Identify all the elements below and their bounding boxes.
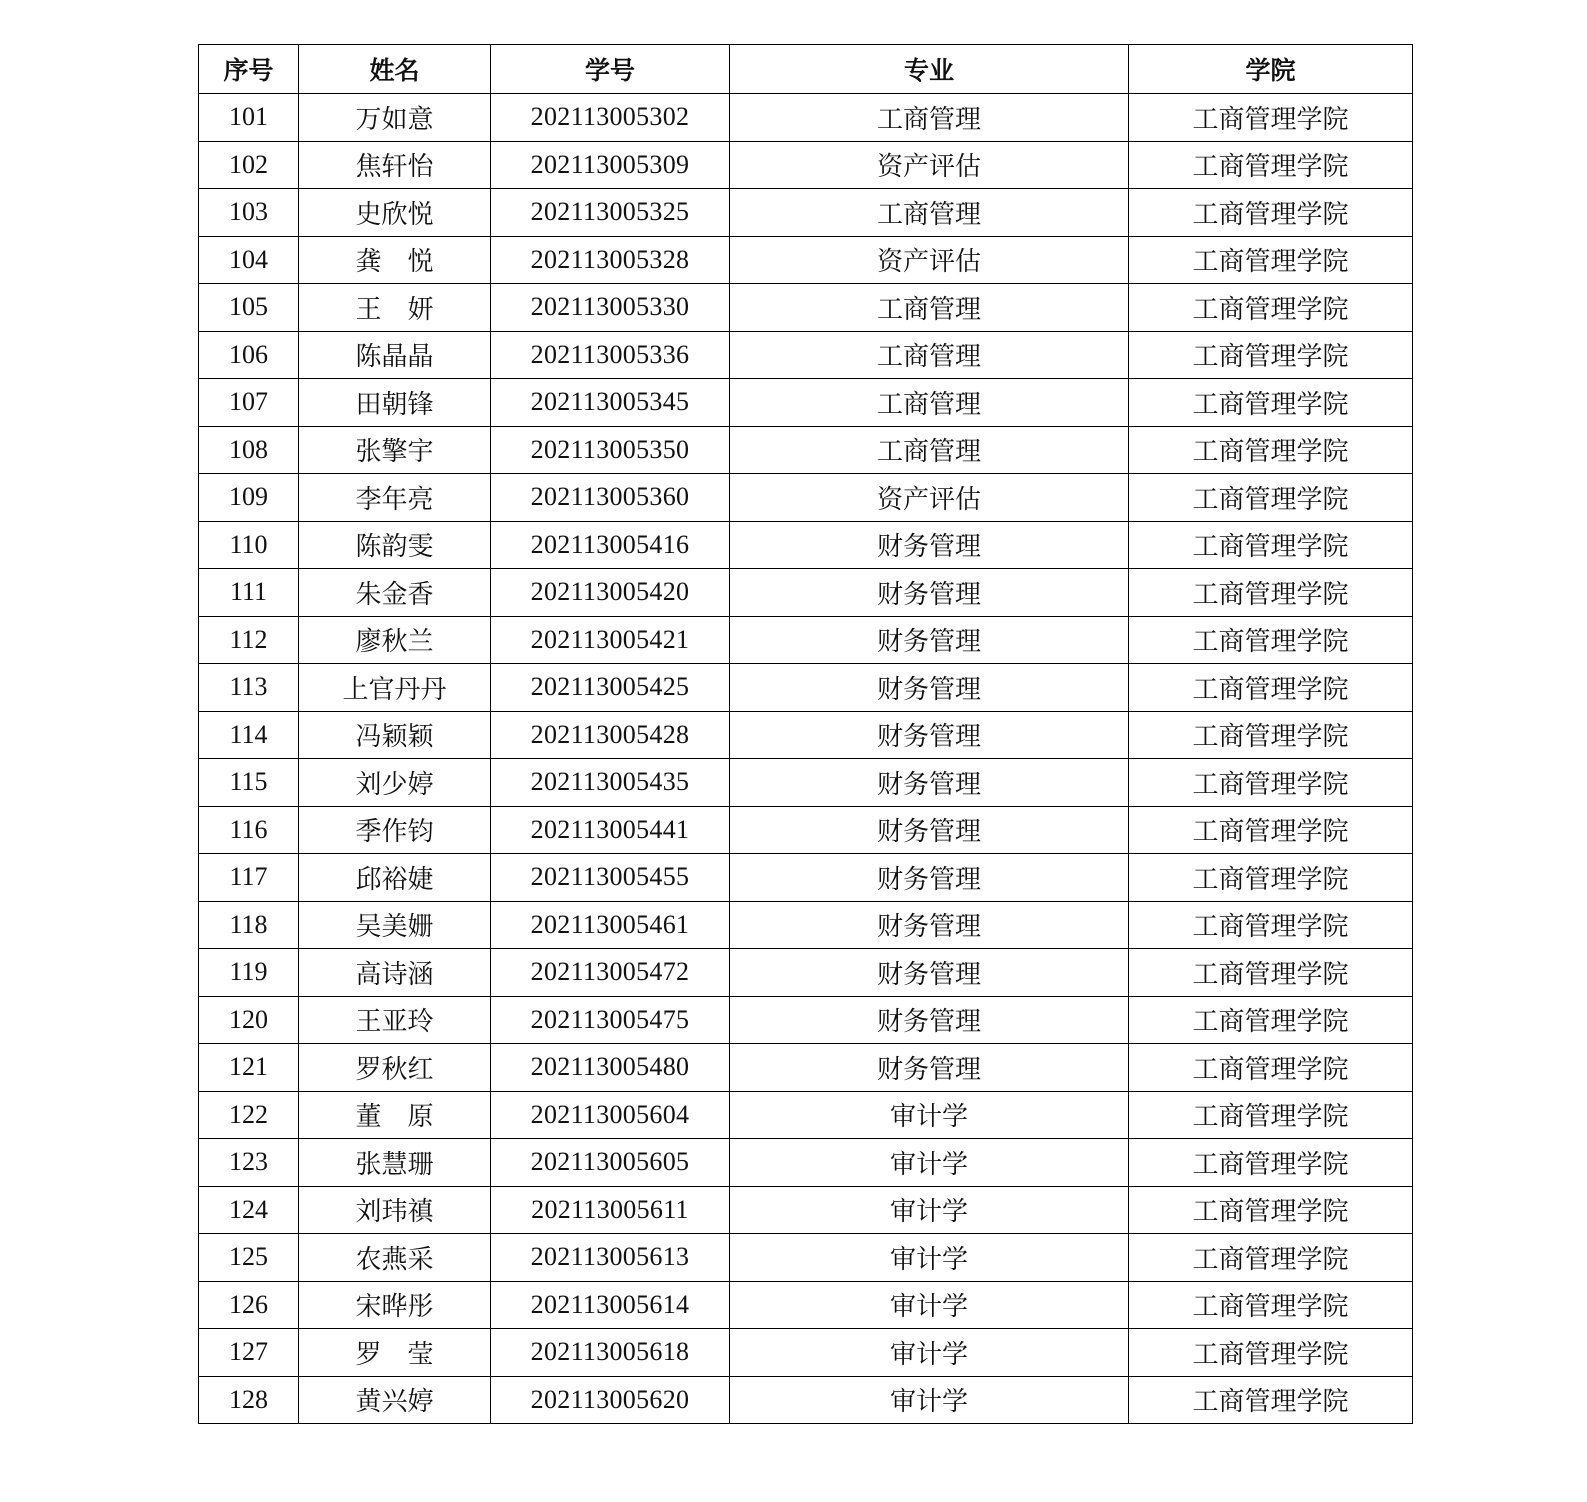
cell-seq: 102 (199, 141, 299, 189)
cell-college: 工商管理学院 (1129, 1281, 1413, 1329)
cell-seq: 126 (199, 1281, 299, 1329)
cell-seq: 118 (199, 901, 299, 949)
cell-name: 廖秋兰 (299, 616, 491, 664)
cell-college: 工商管理学院 (1129, 616, 1413, 664)
cell-major: 财务管理 (730, 949, 1129, 997)
cell-major: 财务管理 (730, 569, 1129, 617)
cell-major: 审计学 (730, 1234, 1129, 1282)
cell-student-id: 202113005416 (491, 521, 730, 569)
cell-name: 冯颖颖 (299, 711, 491, 759)
cell-student-id: 202113005350 (491, 426, 730, 474)
cell-student-id: 202113005421 (491, 616, 730, 664)
cell-seq: 104 (199, 236, 299, 284)
cell-name: 农燕采 (299, 1234, 491, 1282)
cell-seq: 106 (199, 331, 299, 379)
cell-name: 田朝锋 (299, 379, 491, 427)
table-body (199, 94, 1413, 1424)
cell-seq: 125 (199, 1234, 299, 1282)
cell-college: 工商管理学院 (1129, 711, 1413, 759)
cell-student-id: 202113005435 (491, 759, 730, 807)
cell-name: 王 妍 (299, 284, 491, 332)
cell-seq: 101 (199, 94, 299, 142)
cell-student-id: 202113005441 (491, 806, 730, 854)
table-row (199, 616, 1413, 664)
cell-student-id: 202113005611 (491, 1186, 730, 1234)
header-seq: 序号 (199, 45, 299, 94)
cell-name: 焦轩怡 (299, 141, 491, 189)
cell-name: 龚 悦 (299, 236, 491, 284)
cell-college: 工商管理学院 (1129, 426, 1413, 474)
cell-name: 宋晔彤 (299, 1281, 491, 1329)
table-row (199, 1376, 1413, 1424)
cell-seq: 110 (199, 521, 299, 569)
cell-seq: 120 (199, 996, 299, 1044)
cell-college: 工商管理学院 (1129, 1139, 1413, 1187)
cell-seq: 123 (199, 1139, 299, 1187)
cell-student-id: 202113005475 (491, 996, 730, 1044)
cell-name: 朱金香 (299, 569, 491, 617)
cell-college: 工商管理学院 (1129, 284, 1413, 332)
cell-college: 工商管理学院 (1129, 141, 1413, 189)
cell-major: 审计学 (730, 1376, 1129, 1424)
cell-name: 史欣悦 (299, 189, 491, 237)
cell-name: 上官丹丹 (299, 664, 491, 712)
header-college: 学院 (1129, 45, 1413, 94)
cell-seq: 114 (199, 711, 299, 759)
cell-name: 董 原 (299, 1091, 491, 1139)
cell-major: 审计学 (730, 1186, 1129, 1234)
cell-major: 财务管理 (730, 901, 1129, 949)
table-row (199, 94, 1413, 142)
cell-major: 工商管理 (730, 331, 1129, 379)
table-row (199, 1091, 1413, 1139)
cell-college: 工商管理学院 (1129, 379, 1413, 427)
cell-student-id: 202113005330 (491, 284, 730, 332)
cell-college: 工商管理学院 (1129, 664, 1413, 712)
cell-student-id: 202113005618 (491, 1329, 730, 1377)
cell-name: 刘玮禛 (299, 1186, 491, 1234)
cell-name: 高诗涵 (299, 949, 491, 997)
cell-student-id: 202113005336 (491, 331, 730, 379)
header-name: 姓名 (299, 45, 491, 94)
cell-seq: 107 (199, 379, 299, 427)
cell-seq: 113 (199, 664, 299, 712)
cell-college: 工商管理学院 (1129, 996, 1413, 1044)
cell-student-id: 202113005613 (491, 1234, 730, 1282)
header-row (199, 45, 1413, 94)
table-row (199, 1234, 1413, 1282)
cell-name: 张擎宇 (299, 426, 491, 474)
cell-major: 资产评估 (730, 141, 1129, 189)
cell-college: 工商管理学院 (1129, 1186, 1413, 1234)
cell-college: 工商管理学院 (1129, 1376, 1413, 1424)
cell-college: 工商管理学院 (1129, 1234, 1413, 1282)
table-row (199, 854, 1413, 902)
table-row (199, 996, 1413, 1044)
cell-seq: 109 (199, 474, 299, 522)
cell-seq: 117 (199, 854, 299, 902)
cell-major: 资产评估 (730, 474, 1129, 522)
table-row (199, 521, 1413, 569)
cell-college: 工商管理学院 (1129, 474, 1413, 522)
cell-college: 工商管理学院 (1129, 331, 1413, 379)
cell-seq: 105 (199, 284, 299, 332)
cell-college: 工商管理学院 (1129, 1329, 1413, 1377)
cell-seq: 121 (199, 1044, 299, 1092)
cell-major: 审计学 (730, 1091, 1129, 1139)
table-row (199, 426, 1413, 474)
cell-seq: 112 (199, 616, 299, 664)
table-header (199, 45, 1413, 94)
cell-college: 工商管理学院 (1129, 236, 1413, 284)
cell-college: 工商管理学院 (1129, 901, 1413, 949)
table-row (199, 189, 1413, 237)
cell-student-id: 202113005328 (491, 236, 730, 284)
cell-major: 财务管理 (730, 1044, 1129, 1092)
cell-major: 工商管理 (730, 426, 1129, 474)
table-row (199, 569, 1413, 617)
cell-major: 财务管理 (730, 616, 1129, 664)
table-row (199, 759, 1413, 807)
cell-student-id: 202113005325 (491, 189, 730, 237)
cell-college: 工商管理学院 (1129, 949, 1413, 997)
cell-student-id: 202113005420 (491, 569, 730, 617)
table-row (199, 379, 1413, 427)
cell-major: 审计学 (730, 1139, 1129, 1187)
cell-student-id: 202113005461 (491, 901, 730, 949)
cell-student-id: 202113005614 (491, 1281, 730, 1329)
table-row (199, 1044, 1413, 1092)
cell-student-id: 202113005472 (491, 949, 730, 997)
table-row (199, 1329, 1413, 1377)
cell-college: 工商管理学院 (1129, 569, 1413, 617)
cell-major: 审计学 (730, 1329, 1129, 1377)
cell-student-id: 202113005302 (491, 94, 730, 142)
table-row (199, 1281, 1413, 1329)
cell-student-id: 202113005345 (491, 379, 730, 427)
cell-seq: 116 (199, 806, 299, 854)
cell-name: 陈晶晶 (299, 331, 491, 379)
cell-name: 张慧珊 (299, 1139, 491, 1187)
table-row (199, 1139, 1413, 1187)
table-row (199, 141, 1413, 189)
cell-major: 财务管理 (730, 854, 1129, 902)
table-row (199, 284, 1413, 332)
cell-name: 黄兴婷 (299, 1376, 491, 1424)
cell-student-id: 202113005455 (491, 854, 730, 902)
cell-seq: 115 (199, 759, 299, 807)
cell-major: 财务管理 (730, 759, 1129, 807)
cell-name: 刘少婷 (299, 759, 491, 807)
cell-student-id: 202113005604 (491, 1091, 730, 1139)
cell-name: 万如意 (299, 94, 491, 142)
cell-college: 工商管理学院 (1129, 854, 1413, 902)
cell-name: 罗 莹 (299, 1329, 491, 1377)
cell-major: 财务管理 (730, 711, 1129, 759)
cell-college: 工商管理学院 (1129, 189, 1413, 237)
cell-student-id: 202113005360 (491, 474, 730, 522)
cell-seq: 103 (199, 189, 299, 237)
cell-college: 工商管理学院 (1129, 759, 1413, 807)
cell-seq: 128 (199, 1376, 299, 1424)
cell-student-id: 202113005428 (491, 711, 730, 759)
cell-major: 财务管理 (730, 664, 1129, 712)
table-row (199, 1186, 1413, 1234)
cell-seq: 122 (199, 1091, 299, 1139)
cell-college: 工商管理学院 (1129, 806, 1413, 854)
cell-name: 罗秋红 (299, 1044, 491, 1092)
cell-college: 工商管理学院 (1129, 521, 1413, 569)
cell-seq: 124 (199, 1186, 299, 1234)
cell-major: 工商管理 (730, 379, 1129, 427)
cell-major: 资产评估 (730, 236, 1129, 284)
table-row (199, 806, 1413, 854)
table-row (199, 901, 1413, 949)
cell-major: 审计学 (730, 1281, 1129, 1329)
cell-major: 工商管理 (730, 189, 1129, 237)
cell-student-id: 202113005480 (491, 1044, 730, 1092)
cell-seq: 111 (199, 569, 299, 617)
cell-name: 李年亮 (299, 474, 491, 522)
cell-name: 王亚玲 (299, 996, 491, 1044)
header-student-id: 学号 (491, 45, 730, 94)
cell-major: 工商管理 (730, 284, 1129, 332)
table-row (199, 236, 1413, 284)
cell-name: 邱裕婕 (299, 854, 491, 902)
cell-college: 工商管理学院 (1129, 1044, 1413, 1092)
cell-student-id: 202113005620 (491, 1376, 730, 1424)
cell-major: 财务管理 (730, 521, 1129, 569)
cell-college: 工商管理学院 (1129, 94, 1413, 142)
cell-seq: 119 (199, 949, 299, 997)
cell-name: 季作钧 (299, 806, 491, 854)
cell-seq: 127 (199, 1329, 299, 1377)
cell-student-id: 202113005605 (491, 1139, 730, 1187)
cell-major: 财务管理 (730, 996, 1129, 1044)
table-row (199, 711, 1413, 759)
cell-student-id: 202113005425 (491, 664, 730, 712)
table-row (199, 664, 1413, 712)
header-major: 专业 (730, 45, 1129, 94)
cell-major: 工商管理 (730, 94, 1129, 142)
student-roster-table (198, 44, 1413, 1424)
table-row (199, 949, 1413, 997)
cell-student-id: 202113005309 (491, 141, 730, 189)
cell-major: 财务管理 (730, 806, 1129, 854)
cell-college: 工商管理学院 (1129, 1091, 1413, 1139)
cell-name: 吴美姗 (299, 901, 491, 949)
cell-seq: 108 (199, 426, 299, 474)
cell-name: 陈韵雯 (299, 521, 491, 569)
table-row (199, 474, 1413, 522)
table-row (199, 331, 1413, 379)
